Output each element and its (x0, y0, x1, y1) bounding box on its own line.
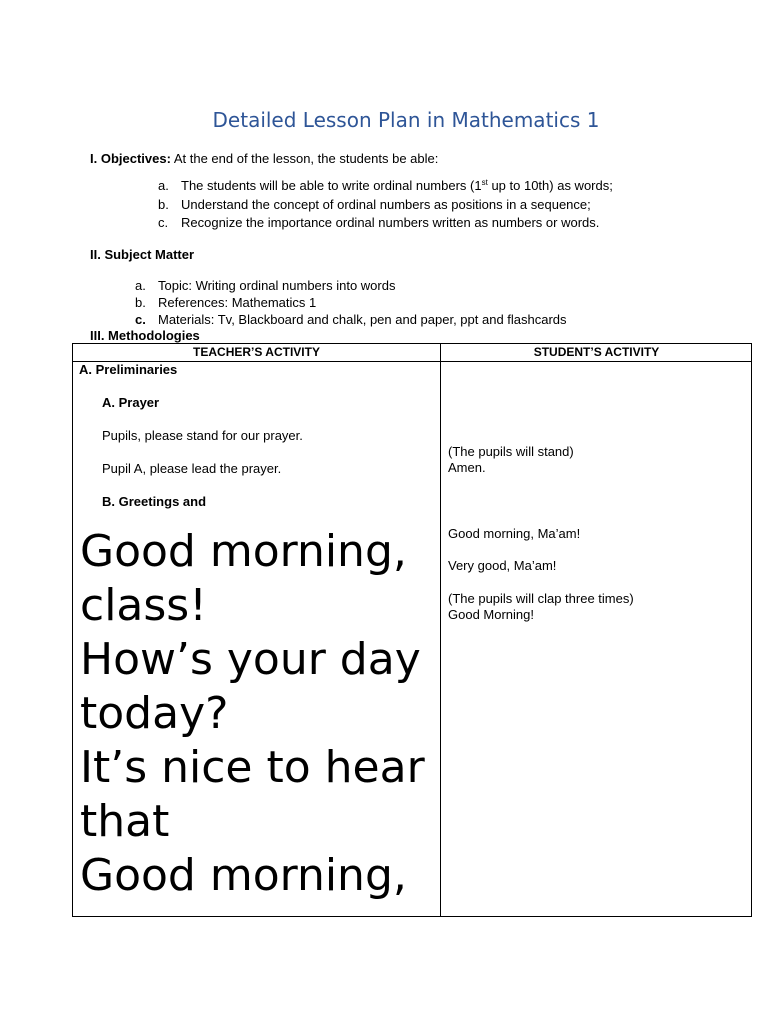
preliminaries-heading: A. Preliminaries (79, 362, 178, 377)
list-marker: c. (135, 312, 146, 327)
list-item (135, 311, 567, 328)
greeting-line: How’s your day (80, 634, 421, 685)
list-text: The students will be able to write ordinal numbers (1 (181, 178, 482, 193)
objectives-intro: At the end of the lesson, the students be able: (173, 151, 439, 166)
list-item (158, 177, 613, 196)
table-header (73, 344, 751, 362)
prayer-heading: A. Prayer (102, 395, 160, 410)
student-line: (The pupils will clap three times) (448, 591, 634, 606)
list-text: up to 10th) as words; (487, 178, 613, 193)
methodologies-heading: III. Methodologies (90, 328, 200, 343)
list-text: Recognize the importance ordinal numbers written as numbers or words. (181, 215, 600, 230)
student-line: Amen. (448, 460, 486, 475)
objectives-heading: I. Objectives: (90, 151, 171, 166)
list-text: Materials: Tv, Blackboard and chalk, pen and paper, ppt and flashcards (158, 312, 567, 327)
greeting-line: Good morning, (80, 526, 407, 577)
student-stand-response (448, 444, 574, 476)
document-title: Detailed Lesson Plan in Mathematics 1 (212, 108, 600, 132)
student-very-good-response: Very good, Ma’am! (448, 558, 557, 573)
greetings-heading: B. Greetings and (102, 494, 207, 509)
greeting-line: class! (80, 580, 207, 631)
student-activity-header: STUDENT’S ACTIVITY (533, 345, 660, 359)
objectives-list (158, 177, 613, 233)
list-marker: a. (135, 278, 146, 293)
greeting-line: Good morning, (80, 850, 407, 901)
student-greet-response: Good morning, Ma’am! (448, 526, 581, 541)
list-item (135, 294, 567, 311)
list-marker: b. (158, 196, 169, 212)
greeting-line: today? (80, 688, 229, 739)
list-text: References: Mathematics 1 (158, 295, 317, 310)
list-item (135, 277, 567, 294)
teacher-activity-header: TEACHER’S ACTIVITY (193, 345, 320, 359)
list-item (158, 196, 613, 215)
teacher-prayer-line-2: Pupil A, please lead the prayer. (102, 461, 282, 476)
subject-matter-heading: II. Subject Matter (90, 247, 195, 262)
list-text: Understand the concept of ordinal numbers as positions in a sequence; (181, 196, 591, 212)
teacher-prayer-line-1: Pupils, please stand for our prayer. (102, 428, 303, 443)
subject-matter-list (135, 277, 567, 332)
student-line: (The pupils will stand) (448, 444, 574, 459)
objectives-line (90, 151, 438, 166)
ordinal-superscript: st (481, 178, 488, 187)
teacher-greeting-block (80, 525, 440, 903)
list-item (158, 214, 613, 233)
list-text: Topic: Writing ordinal numbers into words (158, 278, 396, 293)
list-marker: c. (158, 215, 169, 230)
list-marker: b. (135, 295, 146, 310)
student-clap-response (448, 591, 634, 623)
activity-table (72, 343, 752, 917)
column-divider (440, 344, 441, 916)
list-marker: a. (158, 178, 169, 193)
student-line: Good Morning! (448, 607, 534, 622)
greeting-line: that (80, 796, 170, 847)
greeting-line: It’s nice to hear (80, 742, 425, 793)
